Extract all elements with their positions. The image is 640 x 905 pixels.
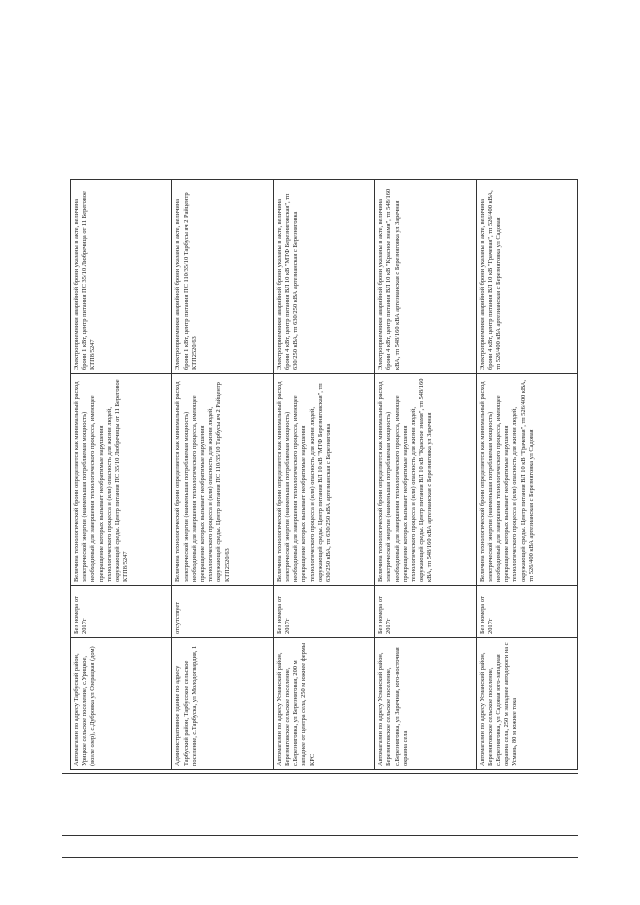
table-row <box>375 180 476 770</box>
table-row <box>71 180 172 770</box>
cell-emergency-reserve: Электроприемники аварийной брони указаны в акте, величина брони 4 кВт, центр питания ВЛ 10 кВ "Красное знамя", тп 548/160 кВА, тп 548/160 кВА артезианская с Березняговка ул Заречная <box>375 180 476 374</box>
footer-line-bottom <box>62 857 578 858</box>
cell-date: Без номера от 2017г <box>273 586 374 638</box>
page-divider-line <box>62 773 578 774</box>
cell-emergency-reserve: Электроприемники аварийной брони указаны в акте, величина брони 4 кВт, центр питания ВЛ 10 кВ "МТФ Березняговская", тп 630/250 кВА, тп 630/250 кВА артезианская с Березняговка <box>273 180 374 374</box>
cell-location: Автомагазин по адресу Тарбуский район, Урицкое сельское поселение, с.Урицкое, (возле озер), с.Дубровка ул Озерацкая (дом) <box>71 638 172 770</box>
cell-emergency-reserve: Электроприемники аварийной брони указаны в акте, величина брони 1 кВт, центр питания ПС 35/10 Любречица от 11 Береговое КТП8/5247 <box>71 180 172 374</box>
cell-date: Без номера от 2017г <box>476 586 577 638</box>
footer-line-top <box>62 835 578 836</box>
table-body <box>71 180 578 770</box>
rotated-table-container <box>70 180 578 770</box>
cell-technological-reserve: Величина технологической брони определяется как минимальный расход электрической энергии (наименьшая потребляемая мощность) необходимый для завершения технологического процесса, имеющее прекращение которых вызывает необратимые нарушения технологического процесса и (или) опасность для жизни людей, окружающей среды. Центр питания ПС 35/10 Любречицы от 11 Береговое КТП8/5247 <box>71 374 172 586</box>
cell-technological-reserve: Величина технологической брони определяется как минимальный расход электрической энергии (наименьшая потребляемая мощность) необходимый для завершения технологического процесса, имеющее прекращение которых вызывает необратимые нарушения технологического процесса и (или) опасность для жизни людей, окружающей среды. Центр питания ВЛ 10 кВ "МТФ Березняговская", тп 630/250 кВА, тп 630/250 кВА артезианская с Березняговка <box>273 374 374 586</box>
cell-date: отсутствует <box>172 586 273 638</box>
cell-emergency-reserve: Электроприемники аварийной брони указаны в акте, величина брони 1 кВт, центр питания ПС 110/35/10 Тарбусы яч 2 Райцентр КТП2520/63 <box>172 180 273 374</box>
energy-reserve-table <box>70 179 578 770</box>
cell-technological-reserve: Величина технологической брони определяется как минимальный расход электрической энергии (наименьшая потребляемая мощность) необходимый для завершения технологического процесса, имеющее прекращение которых вызывает необратимые нарушения технологического процесса и (или) опасность для жизни людей, окружающей среды. Центр питания ПС 110/35/10 Тарбусы яч 2 Райцентр КТП2520/63 <box>172 374 273 586</box>
cell-location: Автомагазин по адресу Усманский район, Березняговское сельское поселение, с.Березняговка, ул Садовая юго-западная окраина села, 250 м западнее автодороги на с Усмань, 80 м южнее тока <box>476 638 577 770</box>
cell-location: Административное здание по адресу Тарбуский район, Тарбусское сельское поселение, с.Тарбуска, ул Молодогвардия, 1 <box>172 638 273 770</box>
table-row <box>172 180 273 770</box>
cell-date: Без номера от 2017г <box>375 586 476 638</box>
cell-location: Автомагазин по адресу Усманский район, Березняговское сельское поселение, с.Березняговка, ул Заречная, юго-восточная окраина села <box>375 638 476 770</box>
cell-date: Без номера от 2017г <box>71 586 172 638</box>
cell-technological-reserve: Величина технологической брони определяется как минимальный расход электрической энергии (наименьшая потребляемая мощность) необходимый для завершения технологического процесса, имеющее прекращение которых вызывает необратимые нарушения технологического процесса и (или) опасность для жизни людей, окружающей среды. Центр питания ВЛ 10 кВ "Грачевая", тп 526/400 кВА, тп 526/400 кВА артезианская с Березняговка ул Садовая <box>476 374 577 586</box>
table-row <box>273 180 374 770</box>
cell-emergency-reserve: Электроприемники аварийной брони указаны в акте, величина брони 4 кВт, центр питания ВЛ 10 кВ "Грачевая", тп 526/400 кВА, тп 526/400 кВА артезианская с Березняговка ул Садовая <box>476 180 577 374</box>
cell-technological-reserve: Величина технологической брони определяется как минимальный расход электрической энергии (наименьшая потребляемая мощность) необходимый для завершения технологического процесса, имеющее прекращение которых вызывает необратимые нарушения технологического процесса и (или) опасность для жизни людей, окружающей среды. Центр питания ВЛ 10 кВ "Красное знамя", тп 548/160 кВА, тп 548/160 кВА артезианская с Березняговка ул Заречная <box>375 374 476 586</box>
table-row <box>476 180 577 770</box>
cell-location: Автомагазин по адресу Усманский район, Березняговское сельское поселение, с.Березняговка, ул Березняговая, 200 м западнее от центра села, 250 м южнее фермы КРС <box>273 638 374 770</box>
